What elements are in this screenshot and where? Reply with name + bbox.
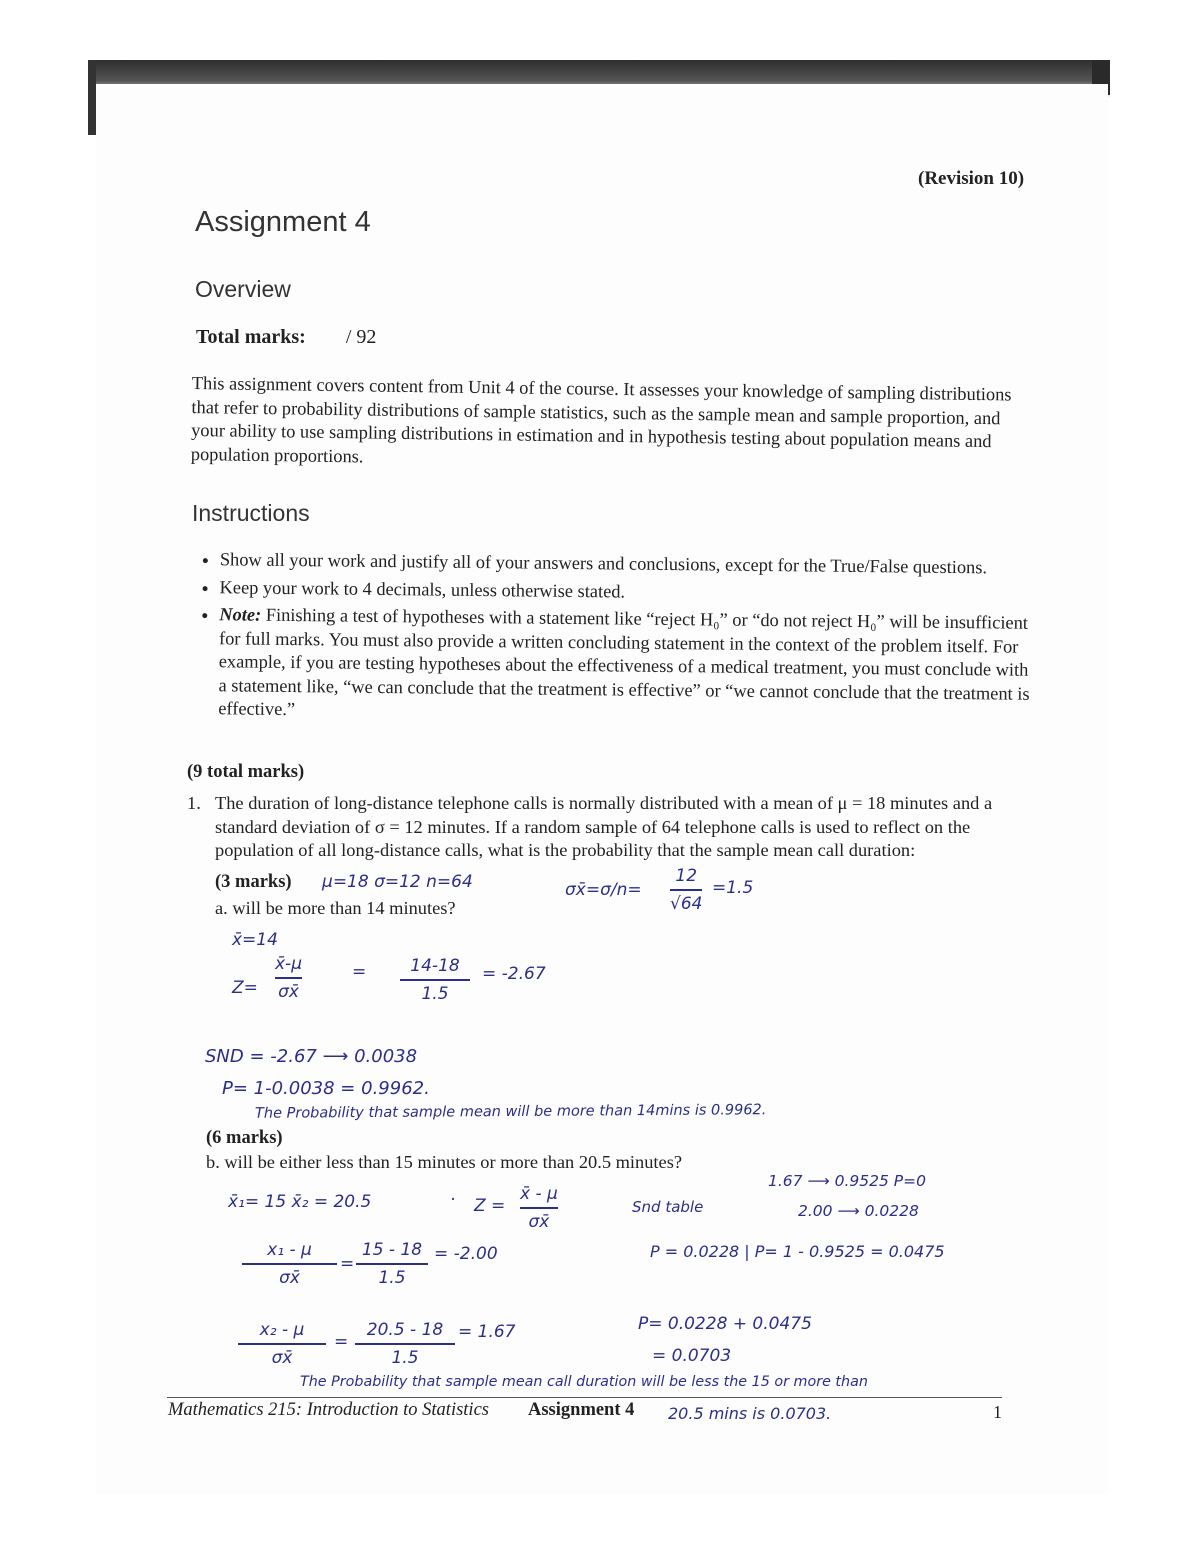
hw-z1-val-den: 1.5 [378, 1267, 406, 1288]
footer-assignment: Assignment 4 [528, 1400, 635, 1420]
question-number: 1. [187, 793, 201, 813]
hw-b-dot: · [450, 1190, 456, 1210]
hw-z-value [400, 956, 470, 1004]
hw-z-result: = -2.67 [482, 964, 546, 984]
page-title: Assignment 4 [195, 206, 371, 238]
instruction-item: • Keep your work to 4 decimals, unless otherwise stated. [219, 576, 1039, 608]
fraction-bar [355, 1343, 455, 1345]
instruction-item-note [218, 603, 1039, 729]
hw-z-val-den: 1.5 [421, 983, 449, 1004]
fraction-bar [242, 1263, 337, 1265]
hw-z1-value [356, 1240, 428, 1288]
hw-z1-den: σx̄ [279, 1267, 300, 1288]
hw-z2-val-num: 20.5 - 18 [366, 1320, 444, 1340]
hw-b-z-num: x̄ - μ [520, 1184, 558, 1204]
instructions-list [190, 548, 1040, 733]
hw-se-fraction [670, 866, 702, 914]
fraction-bar [356, 1263, 428, 1265]
hw-z-formula [275, 954, 302, 1002]
total-marks [196, 326, 376, 349]
page-number: 1 [993, 1402, 1002, 1422]
fraction-bar [400, 979, 470, 981]
question-1-total-marks: (9 total marks) [187, 762, 305, 782]
fraction-bar [275, 977, 302, 979]
hw-probability: P= 1-0.0038 = 0.9962. [222, 1078, 430, 1099]
hw-p-sum: P= 0.0228 + 0.0475 [638, 1314, 812, 1334]
hw-b-z-den: σx̄ [528, 1211, 550, 1232]
hw-z1-result: = -2.00 [434, 1244, 498, 1264]
hw-se-lhs: σx̄=σ/n= [565, 880, 642, 900]
overview-heading: Overview [195, 276, 291, 302]
instruction-item: • Show all your work and justify all of your answers and conclusions, except for the True/False questions. [220, 548, 1040, 580]
note-text: Finishing a test of hypotheses with a statement like “reject H₀” or “do not reject H₀” will be insufficient for full marks. You must also provide a written concluding statement in the context of the problem itself. For example, if you are testing hypotheses about the effectiveness of a medical treatment, you must conclude with a statement like, “we can conclude that the treatment is effective” or “we cannot conclude that the treatment is effective.” [218, 604, 1030, 720]
hw-z2-value [355, 1320, 455, 1368]
hw-se-num: 12 [675, 866, 698, 886]
fraction-bar [238, 1343, 326, 1345]
scan-left-edge [88, 60, 96, 135]
revision-label: (Revision 10) [918, 168, 1025, 189]
hw-equals: = [340, 1254, 355, 1274]
hw-z2-num: x₂ - μ [259, 1320, 305, 1340]
hw-z-den: σx̄ [278, 981, 299, 1002]
hw-p-line: P = 0.0228 | P= 1 - 0.9525 = 0.0475 [650, 1242, 945, 1261]
hw-b-z-lhs: Z = [474, 1196, 506, 1216]
hw-z2-den: σx̄ [271, 1347, 293, 1368]
total-marks-label: Total marks: [196, 326, 306, 348]
question-text: The duration of long-distance telephone calls is normally distributed with a mean of μ = 18 minutes and a standard deviation of σ = 12 minutes. If a random sample of 64 telephone calls is used to reflect on the population of all long-distance calls, what is the probability that the sample mean call duration: [215, 793, 993, 860]
hw-se-den: √64 [670, 893, 703, 914]
hw-z1-num: x₁ - μ [267, 1240, 312, 1260]
hw-z2-val-den: 1.5 [391, 1347, 419, 1368]
part-a-text: a. will be more than 14 minutes? [215, 898, 456, 918]
intro-paragraph: This assignment covers content from Unit 4 of the course. It assesses your knowledge of sampling distributions that refer to probability distributions of sample statistics, such as the sample mean and sample proportion, and your ability to use sampling distributions in estimation and in hypothesis testing about population means and population proportions. [190, 372, 1012, 466]
hw-xbar: x̄=14 [232, 930, 278, 950]
part-b-marks: (6 marks) [206, 1128, 283, 1148]
hw-z-val-num: 14-18 [410, 956, 460, 976]
hw-se-result: =1.5 [712, 878, 754, 898]
part-b-text: b. will be either less than 15 minutes or more than 20.5 minutes? [206, 1152, 683, 1172]
hw-z2-formula [238, 1320, 326, 1368]
hw-conclusion-b-line1: The Probability that sample mean call duration will be less the 15 or more than [300, 1374, 868, 1390]
hw-z1-formula [242, 1240, 337, 1288]
fraction-bar [670, 889, 702, 891]
hw-z2-result: = 1.67 [458, 1322, 516, 1342]
footer-course: Mathematics 215: Introduction to Statistics [168, 1400, 489, 1420]
hw-snd: SND = -2.67 ⟶ 0.0038 [205, 1046, 418, 1067]
instructions-heading: Instructions [192, 500, 310, 526]
hw-b-given: x̄₁= 15 x̄₂ = 20.5 [228, 1192, 372, 1212]
hw-z-lhs: Z= [232, 978, 258, 998]
hw-snd-167: 1.67 ⟶ 0.9525 P=0 [768, 1172, 926, 1190]
hw-z-num: x̄-μ [275, 954, 303, 974]
hw-snd-200: 2.00 ⟶ 0.0228 [798, 1202, 919, 1220]
hw-b-z-formula [520, 1184, 558, 1232]
hw-given: μ=18 σ=12 n=64 [322, 872, 473, 892]
hw-equals: = [352, 962, 367, 982]
hw-conclusion-a: The Probability that sample mean will be more than 14mins is 0.9962. [254, 1102, 767, 1122]
hw-snd-table: Snd table [632, 1198, 704, 1216]
total-marks-value: / 92 [345, 326, 377, 348]
hw-equals: = [334, 1332, 349, 1352]
footer-rule [167, 1397, 1002, 1398]
hw-conclusion-b-line2: 20.5 mins is 0.0703. [668, 1404, 832, 1423]
fraction-bar [520, 1207, 558, 1209]
note-label: Note: [219, 604, 262, 625]
hw-z1-val-num: 15 - 18 [361, 1240, 423, 1260]
part-a-marks: (3 marks) [215, 872, 292, 892]
hw-p-total: = 0.0703 [652, 1346, 732, 1366]
